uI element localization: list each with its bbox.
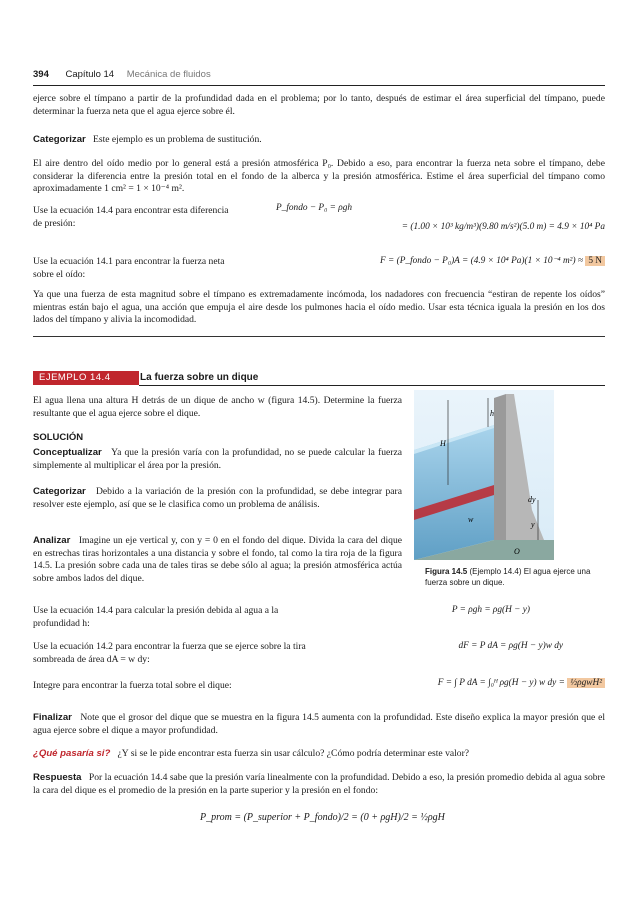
- whatif-label: ¿Qué pasaría si?: [33, 748, 111, 759]
- example-tag: [33, 371, 139, 385]
- solution-label: SOLUCIÓN: [33, 432, 84, 443]
- example-step2-eq: dF = P dA = ρg(H − y)w dy: [458, 641, 563, 651]
- example-statement: El agua llena una altura H detrás de un dique de ancho w (figura 14.5). Determine la fuerza resultante que el agua ejerce sobre el dique.: [33, 395, 402, 419]
- figure-caption-text: (Ejemplo 14.4) El agua ejerce una fuerza sobre un dique.: [425, 567, 591, 587]
- whatif-paragraph: [33, 748, 605, 761]
- example-title-rule: [139, 385, 605, 386]
- example-step3-eq: [438, 678, 605, 688]
- page-number: 394: [33, 69, 49, 80]
- intro-step2-text: Use la ecuación 14.1 para encontrar la fuerza neta sobre el oído:: [33, 256, 225, 280]
- example-categorize-text: Debido a la variación de la presión con la profundidad, se debe integrar para resolver este ejemplo, así que se le clasifica como un problema de análisis.: [33, 486, 402, 510]
- example-step1-text: Use la ecuación 14.4 para calcular la presión debida al agua a la profundidad h:: [33, 605, 279, 629]
- intro-paragraph-2: El aire dentro del oído medio por lo general está a presión atmosférica P₀. Debido a eso, para encontrar la fuerza neta sobre el tímpano, debe considerar la diferencia entre la presión total en el fondo de la alberca y la presión atmosférica. Estime el área superficial del tímpano como aproximadamente 1 cm² = 1 × 10⁻⁴ m².: [33, 158, 605, 195]
- intro-paragraph-3: Ya que una fuerza de esta magnitud sobre el tímpano es extremadamente incómoda, los nadadores con frecuencia “estiran de repente los oídos” mientras están bajo el agua, una acción que empuja el aire desde los pulmones hacia el oído medio. Usar esta técnica iguala la presión en los dos lados del tímpano y alivia la incomodidad.: [33, 289, 605, 326]
- answer-text: Por la ecuación 14.4 sabe que la presión varía linealmente con la profundidad. Debido a eso, la presión promedio debida al agua sobre la cara del dique es el promedio de la presión en la parte superior y la presión en el fondo:: [33, 772, 605, 796]
- analyze-label: Analizar: [33, 535, 71, 546]
- example-tag-label: EJEMPLO 14.4: [39, 372, 111, 383]
- chapter-title: Mecánica de fluidos: [126, 69, 211, 80]
- answer-label: Respuesta: [33, 772, 82, 783]
- finalize-paragraph: [33, 712, 605, 737]
- fig-label-H: H: [440, 439, 446, 448]
- page-header: [33, 69, 211, 80]
- answer-paragraph: [33, 772, 605, 797]
- final-equation: P_prom = (P_superior + P_fondo)/2 = (0 + ρgH)/2 = ½ρgH: [200, 812, 445, 823]
- conceptualize-label: Conceptualizar: [33, 447, 102, 458]
- dam-face: [494, 394, 506, 540]
- categorize-label: Categorizar: [33, 134, 86, 145]
- intro-step1-text: Use la ecuación 14.4 para encontrar esta diferencia de presión:: [33, 205, 229, 229]
- example-step1-eq: P = ρgh = ρg(H − y): [451, 605, 530, 615]
- example-step2-text: Use la ecuación 14.2 para encontrar la fuerza que se ejerce sobre la tira sombreada de área dA = w dy:: [33, 641, 306, 665]
- fig-label-w: w: [468, 515, 474, 524]
- intro-paragraph-1: ejerce sobre el tímpano a partir de la profundidad dada en el problema; por lo tanto, después de estimar el área superficial del tímpano, puede determinar la fuerza neta que el agua ejerce sobre él.: [33, 93, 605, 117]
- figure-caption-number: Figura 14.5: [425, 567, 468, 576]
- example-step3-equation: F = ∫ P dA = ∫₀ᴴ ρg(H − y) w dy =: [437, 678, 565, 688]
- example-title: La fuerza sobre un dique: [140, 372, 259, 383]
- fig-label-y: y: [531, 520, 535, 529]
- fig-label-h: h: [490, 409, 494, 418]
- fig-label-dy: dy: [528, 495, 536, 504]
- intro-step2-equation: F = (P_fondo − P₀)A = (4.9 × 10⁴ Pa)(1 × 10⁻⁴ m²) ≈: [380, 256, 583, 266]
- figure-caption: [425, 567, 605, 588]
- example-step3-text: Integre para encontrar la fuerza total sobre el dique:: [33, 680, 232, 691]
- finalize-text: Note que el grosor del dique que se muestra en la figura 14.5 aumenta con la profundidad. Este diseño explica la mayor presión que el agua ejerce sobre el dique a mayor profundidad.: [33, 712, 605, 736]
- intro-step2-answer: 5 N: [585, 256, 605, 266]
- chapter-label: Capítulo 14: [65, 69, 115, 80]
- categorize-paragraph: [33, 486, 402, 511]
- analyze-text: Imagine un eje vertical y, con y = 0 en el fondo del dique. Divida la cara del dique en estrechas tiras horizontales a una distancia y sobre el fondo, tal como la tira roja de la figura 14.5. La presión sobre cada una de tales tiras se debe sólo al agua; la presión atmosférica actúa sobre ambos lados del dique.: [33, 535, 402, 584]
- section-rule: [33, 336, 605, 337]
- finalize-label: Finalizar: [33, 712, 72, 723]
- intro-step2-eq: [380, 255, 605, 266]
- categorize-text: Este ejemplo es un problema de sustitución.: [92, 134, 262, 145]
- example-categorize-label: Categorizar: [33, 486, 86, 497]
- example-step3-answer: ½ρgwH²: [567, 678, 605, 688]
- intro-step1-eq1: P_fondo − P₀ = ρgh: [276, 203, 353, 213]
- dam-figure: [414, 390, 554, 560]
- intro-step1-eq2: = (1.00 × 10³ kg/m³)(9.80 m/s²)(5.0 m) = 4.9 × 10⁴ Pa: [401, 222, 605, 232]
- header-rule: [33, 85, 605, 86]
- whatif-text: ¿Y si se le pide encontrar esta fuerza sin usar cálculo? ¿Cómo podría determinar este valor?: [117, 748, 470, 759]
- conceptualize-paragraph: [33, 447, 402, 472]
- intro-categorize: [33, 134, 605, 147]
- analyze-paragraph: [33, 535, 402, 585]
- fig-label-O: O: [514, 547, 520, 556]
- conceptualize-text: Ya que la presión varía con la profundidad, no se puede calcular la fuerza simplemente al multiplicar el área por la presión.: [33, 447, 402, 471]
